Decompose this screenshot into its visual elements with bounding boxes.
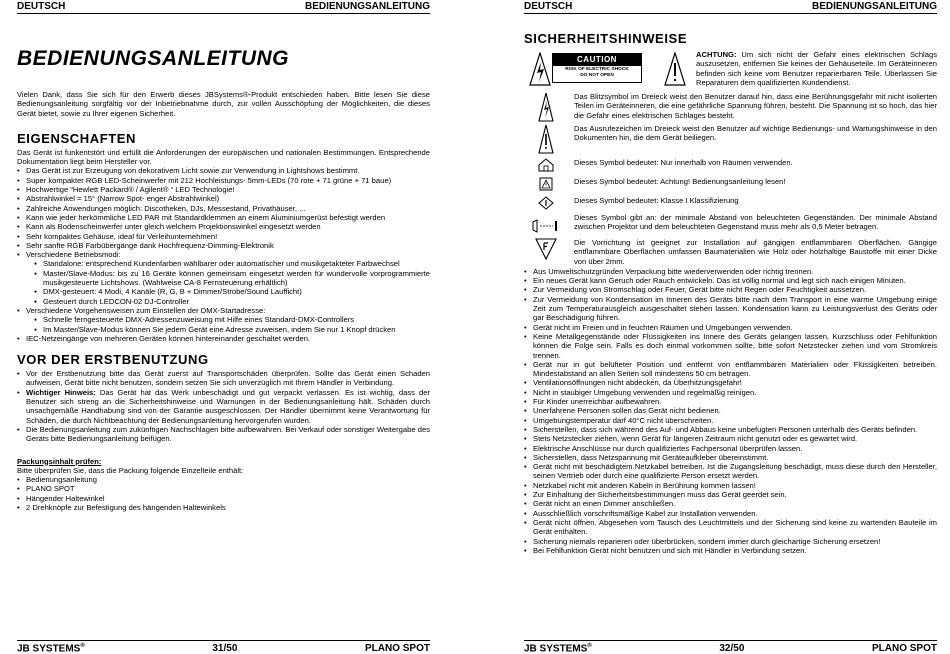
list-item: ● DMX-gesteuert: 4 Modi, 4 Kanäle (R, G, B + Dimmer/Strobe/Sound Laufficht): [34, 287, 430, 296]
list-item: • 2 Drehknöpfe zur Befestigung des hängenden Haltewinkels: [17, 503, 430, 512]
page-header: [17, 0, 430, 14]
dmx-sublist: [34, 315, 430, 334]
caution-graphic: [524, 50, 690, 90]
section-heading-safety: SICHERHEITSHINWEISE: [524, 31, 688, 46]
list-item: • Kann wie jeder herkömmliche LED PAR mit Standardklemmen an einem Aluminiumgerüst befestigt werden: [17, 213, 430, 222]
list-item: ● Standalone: entsprechend Kundenfarben wählbarer oder automatischer und musikgetakteter Farbwechsel: [34, 259, 430, 268]
important-note-text: Das Gerät hat das Werk unbeschädigt und gut verpackt verlassen. Es ist wichtig, dass der Benutzer sich streng an die Sicherheitshinweise und Warnungen in der Bedienungsanleitung hält. Schäden durch unsachgemäße Handhabung sind von der Garantie ausgeschlossen. Der Händler übernimmt keine Verantwortung für Schäden, die durch Nichtbeachtung der Bedienungsanleitung hervorgerufen wurden.: [26, 387, 430, 425]
list-item: • Abstrahlwinkel = 15° (Narrow Spot- enger Abstrahlwinkel): [17, 194, 430, 203]
features-intro: Das Gerät ist funkentstört und erfüllt die Anforderungen der europäischen und nationalen Bestimmungen. Entsprechende Dokumentation liegt beim Hersteller vor.: [17, 147, 430, 167]
list-item: • Zur Einhaltung der Sicherheitsbestimmungen muss das Gerät geerdet sein.: [524, 490, 937, 499]
list-item: • Sehr kompaktes Gehäuse, ideal für Verleihunternehmen!: [17, 232, 430, 241]
list-item: • Sehr sanfte RGB Farbübergänge dank Hochfrequenz-Dimming-Elektronik: [17, 241, 430, 250]
indoor-house-icon: [538, 158, 554, 172]
list-item: • Gerät nicht an einen Dimmer anschließen.: [524, 499, 937, 508]
page-right: [475, 0, 950, 654]
footer-page-number: 32/50: [719, 643, 745, 654]
modes-sublist: [34, 259, 430, 305]
modes-label: Verschiedene Betriebsmodi:: [26, 250, 121, 260]
indoor-text: Dieses Symbol bedeutet: Nur innerhalb von Räumen verwenden.: [574, 158, 793, 167]
features-list: [17, 166, 430, 343]
flammable-surface-icon: [535, 238, 557, 260]
list-item: • Hängender Haltewinkel: [17, 494, 430, 503]
list-item: • Sicherstellen, dass Netzspannung mit Geräteaufkleber übereinstimmt.: [524, 453, 937, 462]
list-item: [17, 250, 430, 306]
symbol-row-class: [524, 196, 937, 210]
footer-brand: JB SYSTEMS®: [524, 643, 592, 654]
list-item: • Super kompakter RGB LED-Scheinwerfer mit 212 Hochleistungs- 5mm-LEDs (70 rote + 71 grüne + 71 baue): [17, 176, 430, 185]
header-title: BEDIENUNGSANLEITUNG: [811, 1, 937, 12]
list-item: • Umgebungstemperatur darf 40°C nicht überschreiten.: [524, 416, 937, 425]
list-item: ● Master/Slave-Modus: bis zu 16 Geräte können gemeinsam eingesetzt werden für wundervolle vorprogrammierte musikgesteuerte Lichtshows. (Wahlweise CA-8 Fernsteuerung erhältlich): [34, 269, 430, 288]
list-item: • IEC-Netzeingänge von mehreren Geräten können hintereinander geschaltet werden.: [17, 334, 430, 343]
attention-paragraph: ACHTUNG: Um sich nicht der Gefahr eines elektrischen Schlags auszusetzen, entfernen Sie keines der Gehäuseteile. Im Geräteinneren befinden sich keine vom Benutzer reparierbaren Teile. Überlassen Sie Reparaturen dem qualifizierten Kundendienst.: [696, 50, 937, 87]
exclamation-triangle-icon: [538, 124, 554, 154]
header-language: DEUTSCH: [524, 1, 573, 12]
caution-row: [524, 50, 937, 90]
footer-brand: JB SYSTEMS®: [17, 643, 85, 654]
class-text: Dieses Symbol bedeutet: Klasse I Klassifizierung: [574, 196, 739, 205]
caution-label: CAUTION RISK OF ELECTRIC SHOCK DO NOT OPEN: [552, 53, 642, 83]
important-note-label: Wichtiger Hinweis:: [26, 387, 96, 397]
list-item: • Ausschließlich vorschriftsmäßige Kabel zur Installation verwenden.: [524, 509, 937, 518]
symbol-row-distance: [524, 213, 937, 234]
list-item: • Gerät nicht mit beschädigtem Netzkabel betreiben. Ist die Zugangsleitung beschädigt, muss diese durch den Hersteller, seinen Vertrieb oder durch eine qualifizierte Person ersetzt werden.: [524, 462, 937, 481]
package-list: [17, 475, 430, 512]
page-content: [17, 20, 430, 512]
header-language: DEUTSCH: [17, 1, 66, 12]
page-content: [524, 20, 937, 555]
list-item: • Elektrische Anschlüsse nur durch qualifiziertes Fachpersonal überprüfen lassen.: [524, 444, 937, 453]
list-item: • Hochwertige “Hewlett Packard® / Agilent® “ LED Technologie!: [17, 185, 430, 194]
list-item: • Sicherstellen, dass sich während des Auf- und Abbaus keine unbefugten Personen unterhalb des Geräts befinden.: [524, 425, 937, 434]
document-title: BEDIENUNGSANLEITUNG: [17, 47, 290, 70]
symbol-row-read: [524, 177, 937, 191]
class-one-icon: [538, 196, 554, 210]
page-header: [524, 0, 937, 14]
list-item: • Aus Umweltschutzgründen Verpackung bitte wiederverwenden oder richtig trennen.: [524, 267, 937, 276]
list-item: ● Schnelle ferngesteuerte DMX-Adressenzuweisung mit Hilfe eines Standard-DMX-Controllers: [34, 315, 430, 324]
distance-text: Dieses Symbol gibt an: der minimale Abstand von beleuchteten Gegenständen. Der minimale Abstand zwischen Projektor und dem beleuchteten Gegenstand muss mehr als 0,5 Meter betragen.: [574, 213, 937, 232]
list-item: • Gerät nicht im Freien und in feuchten Räumen und Umgebungen verwenden.: [524, 323, 937, 332]
package-heading: Packungsinhalt prüfen:: [17, 456, 102, 466]
section-heading-features: EIGENSCHAFTEN: [17, 130, 137, 146]
list-item: • Gerät nicht öffnen. Abgesehen vom Tausch des Leuchtmittels und der Sicherung sind keine zu wartenden Bauteile im Gerät enthalten.: [524, 518, 937, 537]
list-item: • Gerät nur in gut belüfteter Position und entfernt von entflammbaren Materialien oder Flüssigkeiten betreiben. Mindestabstand an allen Seiten soll mindestens 50 cm betragen.: [524, 360, 937, 379]
footer-product: PLANO SPOT: [871, 643, 937, 654]
list-item: • Bei Fehlfunktion Gerät nicht benutzen und sich mit Händler in Verbindung setzen.: [524, 546, 937, 555]
lightning-triangle-icon: [538, 92, 554, 122]
first-use-list: [17, 369, 430, 443]
list-item: • Für Kinder unerreichbar aufbewahren.: [524, 397, 937, 406]
package-intro: Bitte überprüfen Sie, dass die Packung folgende Einzelteile enthält:: [17, 465, 244, 475]
list-item: • Vor der Erstbenutzung bitte das Gerät zuerst auf Transportschäden überprüfen. Sollte das Gerät einen Schaden aufweisen, Gerät bitte nicht benutzen, sondern setzen Sie sich unverzüglich mit Ihrem Händler in Verbindung.: [17, 369, 430, 388]
dmx-label: Verschiedene Vorgehensweisen zum Einstellen der DMX-Startadresse:: [26, 305, 266, 315]
footer-page-number: 31/50: [212, 643, 238, 654]
read-text: Dieses Symbol bedeutet: Achtung! Bedienungsanleitung lesen!: [574, 177, 786, 186]
list-item: • Sicherung niemals reparieren oder überbrücken, sondern immer durch gleichartige Sicherung ersetzen!: [524, 537, 937, 546]
lightning-text: Das Blitzsymbol im Dreieck weist den Benutzer darauf hin, dass eine Berührungsgefahr mit nicht isolierten Teilen im Geräteinneren, die eine gefährliche Spannung führen, besteht. Die Spannung ist so hoch, das hier die Gefahr eines elektrischen Schlages besteht.: [574, 92, 937, 120]
list-item: ● Im Master/Slave-Modus können Sie jedem Gerät eine Adresse zuweisen, indem Sie nur 1 Knopf drücken: [34, 325, 430, 334]
list-item: • Bedienungsanleitung: [17, 475, 430, 484]
symbol-row-indoor: [524, 158, 937, 172]
list-item: • Das Gerät ist zur Erzeugung von dekorativem Licht sowie zur Verwendung in Lightshows bestimmt.: [17, 166, 430, 175]
header-title: BEDIENUNGSANLEITUNG: [304, 1, 430, 12]
exclamation-text: Das Ausrufezeichen im Dreieck weist den Benutzer auf wichtige Bedienungs- und Wartungshinweise in den Dokumenten hin, die dem Gerät beiliegen.: [574, 124, 937, 143]
list-item: • Unerfahrene Personen sollen das Gerät nicht bedienen.: [524, 406, 937, 415]
read-manual-icon: [538, 177, 554, 191]
list-item: • Zur Vermeidung von Kondensation im Inneren des Geräts bitte nach dem Transport in eine warme Umgebung einige Zeit zum Temperaturausgleich ausgeschaltet stehen lassen. Kondensation kann zu Leistungsverlust des Geräts oder gar Beschädigung führen.: [524, 295, 937, 323]
footer-product: PLANO SPOT: [364, 643, 430, 654]
list-item: • Zahlreiche Anwendungen möglich: Discotheken, DJs, Messestand, Privathäuser, ...: [17, 204, 430, 213]
symbol-row-lightning: [524, 92, 937, 122]
section-heading-first-use: VOR DER ERSTBENUTZUNG: [17, 352, 209, 368]
list-item: • Stets Netzstecker ziehen, wenn Gerät für längeren Zeitraum nicht genutzt oder es gewartet wird.: [524, 434, 937, 443]
safety-list: [524, 267, 937, 555]
list-item: • Ventilationsöffnungen nicht abdecken, da Überhitzungsgefahr!: [524, 378, 937, 387]
intro-paragraph: Vielen Dank, dass Sie sich für den Erwerb dieses JBSystems®-Produkt entschieden haben. Bitte lesen Sie diese Bedienungsanleitung sorgfältig vor der Inbetriebnahme durch, zur vollen Ausschöpfung der Möglichkeiten, die dieses Gerät bietet, sowie zu Ihrer eigenen Sicherheit.: [17, 90, 430, 118]
list-item: • Die Bedienungsanleitung zum zukünftigen Nachschlagen bitte aufbewahren. Bei Verkauf oder sonstiger Weitergabe des Geräts bitte Bedienungsanleitung beifügen.: [17, 425, 430, 444]
list-item: • Ein neues Gerät kann Geruch oder Rauch entwickeln. Das ist völlig normal und legt sich nach einigen Minuten.: [524, 276, 937, 285]
list-item: [17, 388, 430, 425]
list-item: • Kann als Bodenscheinwerfer unter gleich welchem Projektionswinkel eingesetzt werden: [17, 222, 430, 231]
minimum-distance-icon: [531, 218, 561, 234]
list-item: [17, 306, 430, 334]
lightning-triangle-icon: [529, 52, 551, 86]
list-item: • Nicht in staubiger Umgebung verwenden und regelmäßig reinigen.: [524, 388, 937, 397]
list-item: • Keine Metallgegenstände oder Flüssigkeiten ins Innere des Geräts gelangen lassen, Kurzschluss oder Fehlfunktion können die Folge sein. Falls es doch einmal vorkommen sollte, bitte sofort Netzstecker ziehen und vom Stromkreis trennen.: [524, 332, 937, 360]
page-footer: [524, 640, 937, 654]
symbol-row-flammable: [524, 238, 937, 266]
flammable-text: Die Vorrichtung ist geeignet zur Installation auf gängigen entflammbaren Oberflächen. Gängige entflammbare Oberflächen umfassen Baumaterialien wie Holz oder holzhaltige Baustoffe mit einer Dicke von über 2mm.: [574, 238, 937, 266]
list-item: ● Gesteuert durch LEDCON-02 DJ-Controller: [34, 297, 430, 306]
exclamation-triangle-icon: [664, 52, 686, 86]
list-item: • PLANO SPOT: [17, 484, 430, 493]
page-footer: [17, 640, 430, 654]
symbol-row-exclamation: [524, 124, 937, 154]
list-item: • Netzkabel nicht mit anderen Kabeln in Berührung kommen lassen!: [524, 481, 937, 490]
list-item: • Zur Vermeidung von Stromschlag oder Feuer, Gerät bitte nicht Regen oder Feuchtigkeit aussetzen.: [524, 285, 937, 294]
